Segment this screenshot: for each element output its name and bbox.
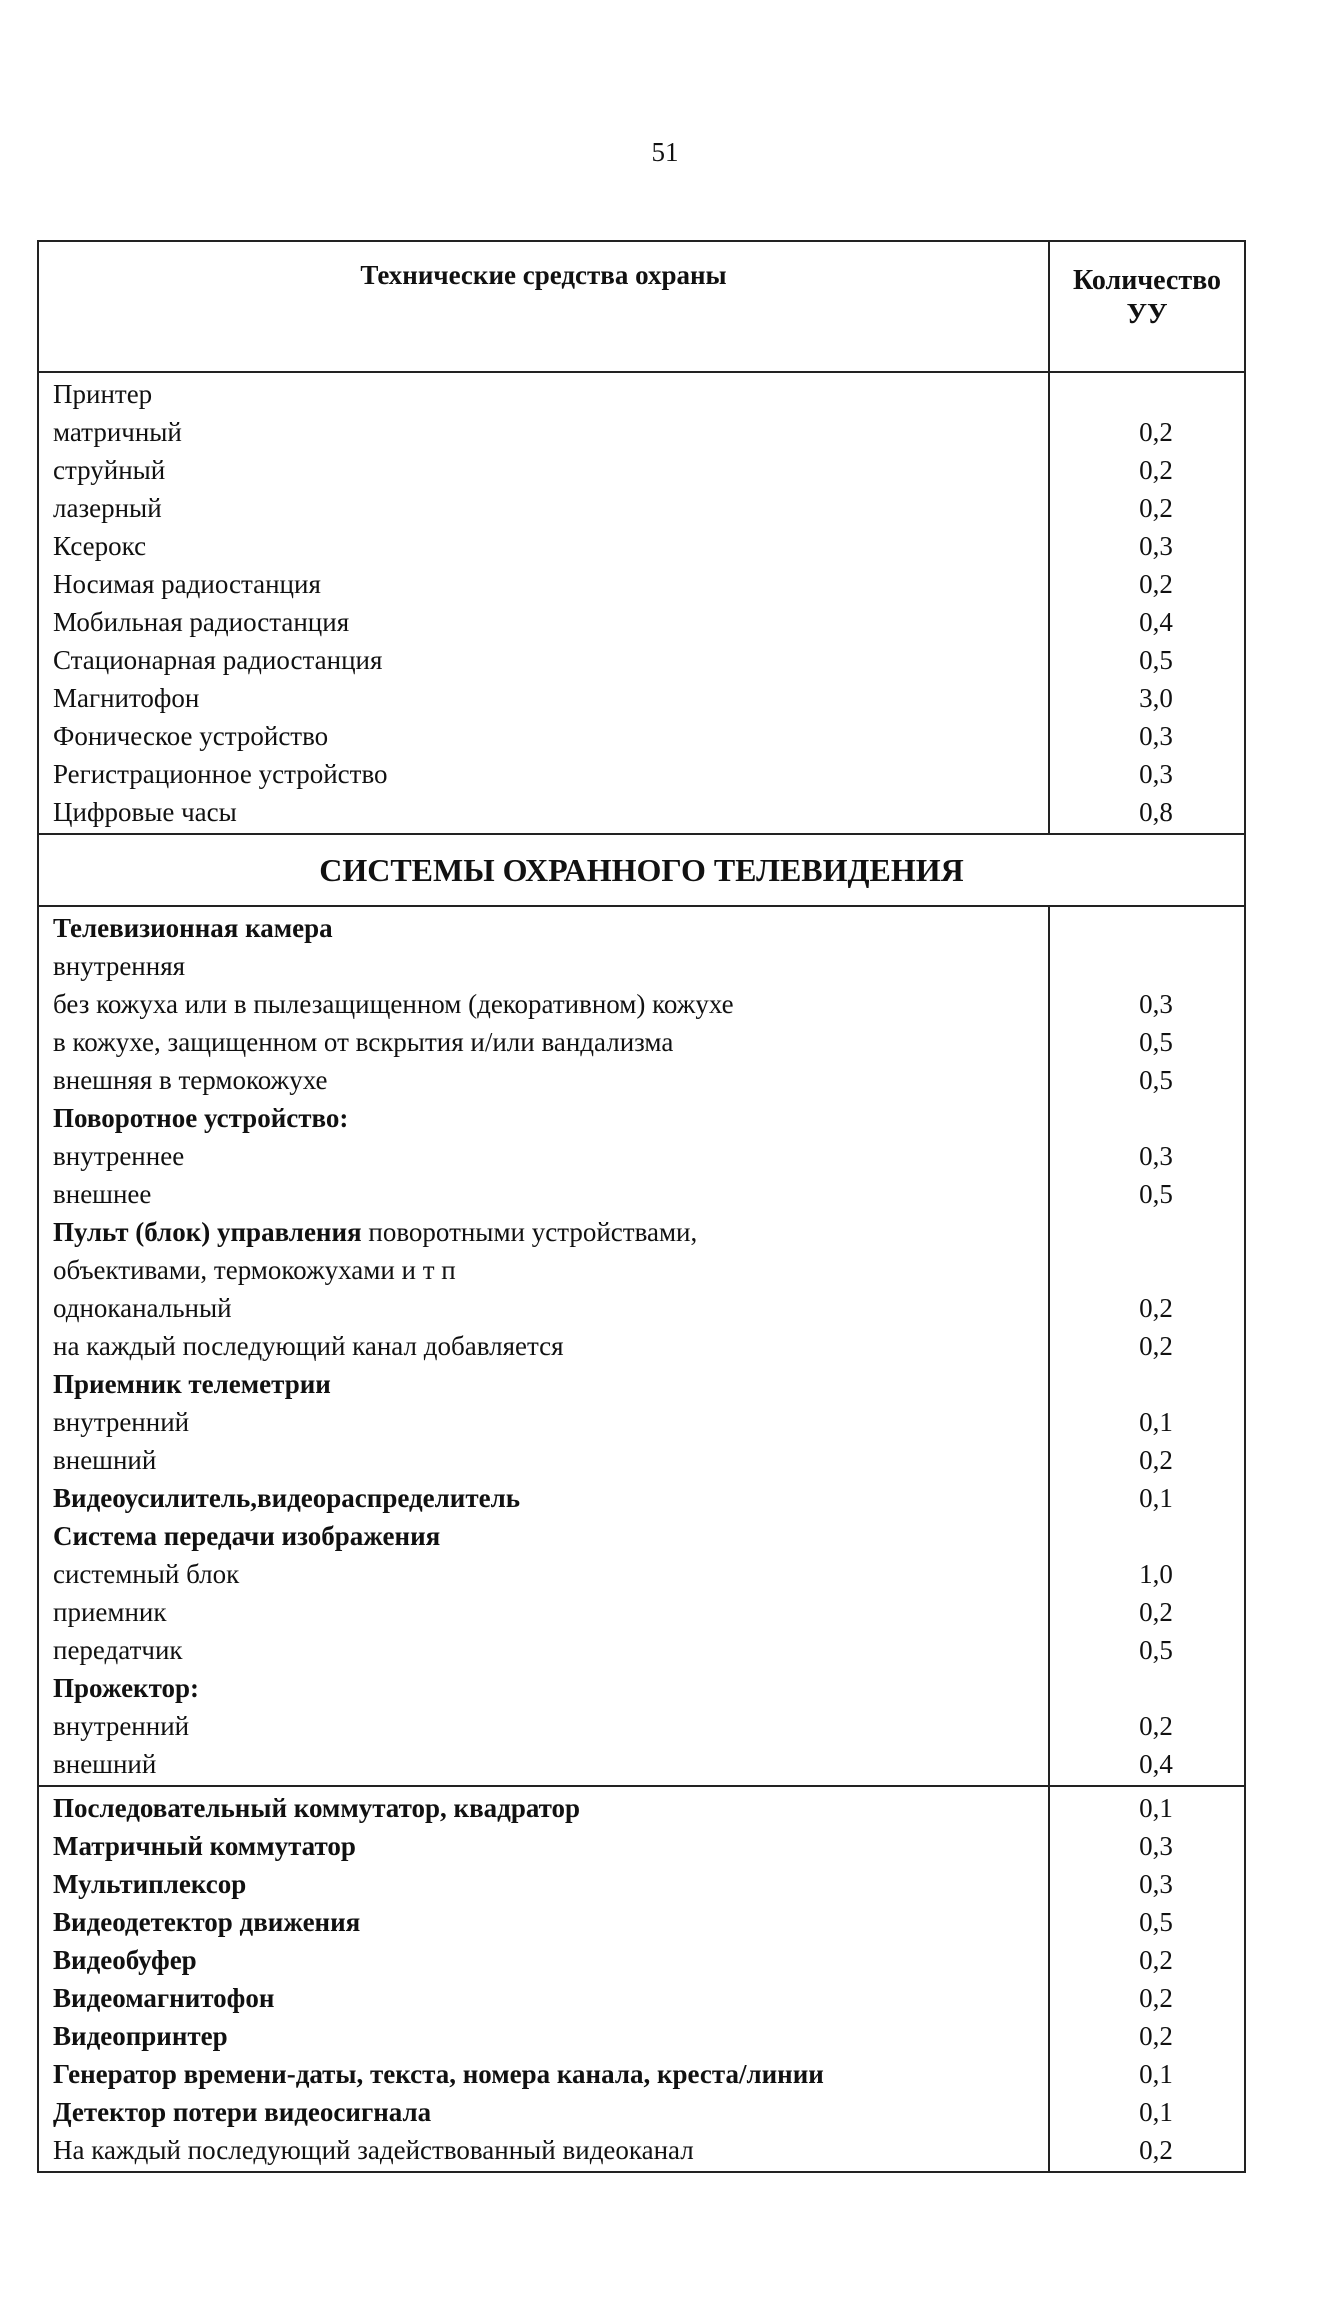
row-label: Мультиплексор bbox=[53, 1869, 247, 1899]
row-value: 0,3 bbox=[1139, 721, 1173, 751]
row-value: 0,2 bbox=[1139, 1711, 1173, 1741]
row-label: Прожектор: bbox=[53, 1673, 200, 1703]
row-label: Последовательный коммутатор, квадратор bbox=[53, 1793, 581, 1823]
row-label: Носимая радиостанция bbox=[53, 569, 321, 599]
row-label: лазерный bbox=[53, 493, 162, 523]
block-tv-equipment bbox=[38, 906, 1245, 1786]
block3-labels bbox=[39, 1787, 1048, 2171]
row-label: внешнее bbox=[53, 1179, 152, 1209]
row-value bbox=[1050, 947, 1244, 985]
row-value bbox=[1050, 375, 1244, 413]
row-value: 1,0 bbox=[1139, 1559, 1173, 1589]
block1-values bbox=[1050, 373, 1244, 833]
row-value: 0,5 bbox=[1139, 1907, 1173, 1937]
row-label: Регистрационное устройство bbox=[53, 759, 388, 789]
row-label: системный блок bbox=[53, 1559, 240, 1589]
row-value bbox=[1050, 1365, 1244, 1403]
row-value: 0,3 bbox=[1139, 1869, 1173, 1899]
row-label: струйный bbox=[53, 455, 166, 485]
row-label: Приемник телеметрии bbox=[53, 1369, 331, 1399]
row-label: одноканальный bbox=[53, 1293, 232, 1323]
row-value: 0,3 bbox=[1139, 531, 1173, 561]
section-title: СИСТЕМЫ ОХРАННОГО ТЕЛЕВИДЕНИЯ bbox=[38, 834, 1245, 906]
row-label: Видеобуфер bbox=[53, 1945, 197, 1975]
section-title-row bbox=[38, 834, 1245, 906]
row-label-bold-part: Пульт (блок) управления bbox=[53, 1217, 362, 1247]
block2-values bbox=[1050, 907, 1244, 1785]
row-label: Видеоусилитель,видеораспределитель bbox=[53, 1483, 521, 1513]
row-value: 0,4 bbox=[1139, 607, 1173, 637]
row-value bbox=[1050, 1669, 1244, 1707]
row-value: 0,1 bbox=[1139, 2097, 1173, 2127]
row-label: внешний bbox=[53, 1445, 157, 1475]
row-label: Поворотное устройство: bbox=[53, 1103, 349, 1133]
row-value: 0,2 bbox=[1139, 1445, 1173, 1475]
header-quantity-line2: УУ bbox=[1126, 299, 1168, 330]
row-value: 0,3 bbox=[1139, 1141, 1173, 1171]
row-label: внутренний bbox=[53, 1711, 190, 1741]
block-video-processing bbox=[38, 1786, 1245, 2172]
row-value bbox=[1050, 1251, 1244, 1289]
header-quantity bbox=[1049, 241, 1245, 372]
row-label: Детектор потери видеосигнала bbox=[53, 2097, 432, 2127]
header-equipment: Технические средства охраны bbox=[38, 241, 1049, 372]
block1-labels bbox=[39, 373, 1048, 833]
row-value: 0,2 bbox=[1139, 417, 1173, 447]
row-label: без кожуха или в пылезащищенном (декоративном) кожухе bbox=[53, 989, 734, 1019]
row-value: 0,5 bbox=[1139, 1635, 1173, 1665]
row-value: 0,2 bbox=[1139, 2021, 1173, 2051]
row-label: внешняя в термокожухе bbox=[53, 1065, 328, 1095]
row-value: 0,1 bbox=[1139, 1407, 1173, 1437]
row-label: Видеодетектор движения bbox=[53, 1907, 361, 1937]
row-value: 0,3 bbox=[1139, 1831, 1173, 1861]
row-label: внешний bbox=[53, 1749, 157, 1779]
row-value bbox=[1050, 1099, 1244, 1137]
row-label: внутренняя bbox=[53, 951, 186, 981]
row-value: 0,8 bbox=[1139, 797, 1173, 827]
row-value: 0,2 bbox=[1139, 1597, 1173, 1627]
row-label: на каждый последующий канал добавляется bbox=[53, 1331, 564, 1361]
row-value: 0,2 bbox=[1139, 1945, 1173, 1975]
row-label: Магнитофон bbox=[53, 683, 200, 713]
row-label: объективами, термокожухами и т п bbox=[53, 1255, 456, 1285]
page-number: 51 bbox=[651, 137, 679, 167]
row-value: 0,5 bbox=[1139, 1027, 1173, 1057]
row-label: внутреннее bbox=[53, 1141, 185, 1171]
row-label: Генератор времени-даты, текста, номера канала, креста/линии bbox=[53, 2059, 824, 2089]
row-value: 0,2 bbox=[1139, 493, 1173, 523]
row-value: 0,5 bbox=[1139, 1179, 1173, 1209]
block-general-equipment bbox=[38, 372, 1245, 834]
row-value: 0,5 bbox=[1139, 1065, 1173, 1095]
row-label: Принтер bbox=[53, 379, 153, 409]
row-label-rest: поворотными устройствами, bbox=[361, 1217, 698, 1247]
row-value: 0,5 bbox=[1139, 645, 1173, 675]
row-label: Фоническое устройство bbox=[53, 721, 329, 751]
row-value: 0,2 bbox=[1139, 2135, 1173, 2165]
row-label: Ксерокс bbox=[53, 531, 147, 561]
row-label: матричный bbox=[53, 417, 182, 447]
row-value: 0,1 bbox=[1139, 1793, 1173, 1823]
block3-values bbox=[1050, 1787, 1244, 2171]
row-value: 0,3 bbox=[1139, 989, 1173, 1019]
row-label: Мобильная радиостанция bbox=[53, 607, 350, 637]
header-quantity-line1: Количество bbox=[1072, 265, 1222, 296]
equipment-table bbox=[37, 240, 1246, 2173]
row-label: На каждый последующий задействованный видеоканал bbox=[53, 2135, 694, 2165]
row-value: 3,0 bbox=[1139, 683, 1173, 713]
table-header-row bbox=[38, 241, 1245, 372]
row-value bbox=[1050, 909, 1244, 947]
row-label: Стационарная радиостанция bbox=[53, 645, 383, 675]
row-value bbox=[1050, 1517, 1244, 1555]
row-label: внутренний bbox=[53, 1407, 190, 1437]
row-value: 0,1 bbox=[1139, 2059, 1173, 2089]
row-value: 0,2 bbox=[1139, 1293, 1173, 1323]
row-label: Система передачи изображения bbox=[53, 1521, 441, 1551]
row-value: 0,2 bbox=[1139, 1983, 1173, 2013]
row-label: в кожухе, защищенном от вскрытия и/или вандализма bbox=[53, 1027, 674, 1057]
row-label: передатчик bbox=[53, 1635, 183, 1665]
row-value: 0,3 bbox=[1139, 759, 1173, 789]
row-value: 0,2 bbox=[1139, 569, 1173, 599]
block2-labels bbox=[39, 907, 1048, 1785]
row-value: 0,4 bbox=[1139, 1749, 1173, 1779]
row-value: 0,1 bbox=[1139, 1483, 1173, 1513]
row-label: Видеомагнитофон bbox=[53, 1983, 275, 2013]
row-label: Цифровые часы bbox=[53, 797, 237, 827]
row-label bbox=[39, 1213, 1048, 1251]
row-value bbox=[1050, 1213, 1244, 1251]
row-label: Видеопринтер bbox=[53, 2021, 228, 2051]
row-label: Телевизионная камера bbox=[53, 913, 333, 943]
row-label: Матричный коммутатор bbox=[53, 1831, 356, 1861]
row-value: 0,2 bbox=[1139, 455, 1173, 485]
row-label: приемник bbox=[53, 1597, 167, 1627]
row-value: 0,2 bbox=[1139, 1331, 1173, 1361]
